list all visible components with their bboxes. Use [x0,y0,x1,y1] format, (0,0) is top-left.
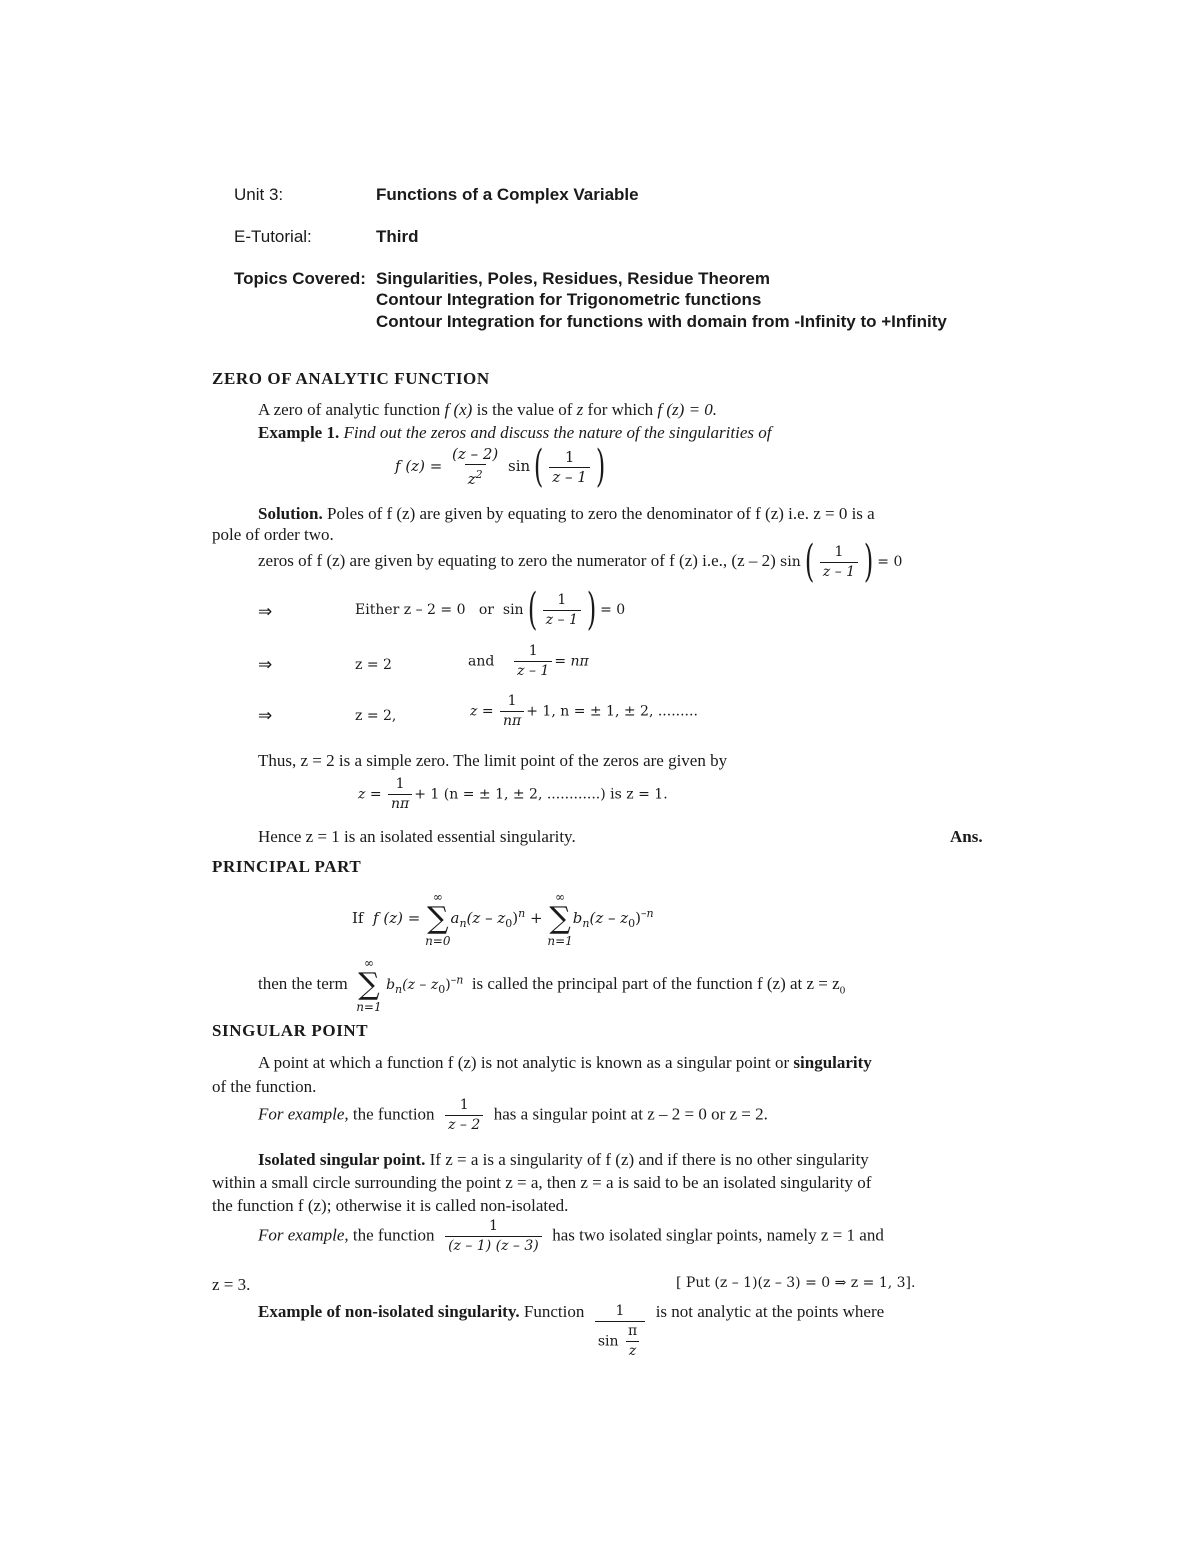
example-1: Example 1. Find out the zeros and discuss the nature of the singularities of [258,423,772,442]
example-singular-1: For example, the function $\frac{1}{z - 2}$ has a singular point at z – 2 = 0 or z = 2. [258,1097,768,1133]
non-isolated-line: Example of non-isolated singularity. Function 1 sin $\frac{\pi}{z}$ is not analytic at the points where [258,1302,885,1359]
example-1-formula: f (z) = $\frac{(z - 2)}{z^2}$ sin( $\frac{1}{z - 1}$ ) [395,441,606,492]
zeros-line: zeros of f (z) are given by equating to zero the numerator of f (z) i.e., (z – 2) sin( $\frac{1}{z - 1}$ ) = 0 [258,536,903,587]
principal-formula: If f (z) = ∞ ∑ n=0 $a_n(z - z_0)^n$ + ∞ ∑ n=1 $b_n(z - z_0)^{-n}$ [352,890,654,948]
limit-formula: z = $\frac{1}{n\pi}$ + 1 (n = ± 1, ± 2, ............) is z = 1. [358,776,668,812]
section-heading-singular: SINGULAR POINT [212,1021,369,1040]
tutorial-value: Third [376,227,419,246]
zero-definition: A zero of analytic function f (x) is the value of z for which f (z) = 0. [258,400,718,419]
example-singular-2: For example, the function $\frac{1}{(z - 1) (z - 3)}$ has two isolated singlar points, namely z = 1 and [258,1218,884,1254]
topic-item: Singularities, Poles, Residues, Residue Theorem [376,269,770,288]
hence-line: Hence z = 1 is an isolated essential singularity. [258,827,576,846]
unit-label: Unit 3: [234,185,284,204]
topic-item: Contour Integration for functions with domain from -Infinity to +Infinity [376,312,947,331]
implies-arrow: ⇒ [258,655,273,674]
principal-term-line: then the term ∞ ∑ n=1 $b_n(z - z_0)^{-n}$ is called the principal part of the function f (z) at $z = z_0$ [258,956,846,1014]
step-3-z: z = 2, [355,708,397,724]
unit-title: Functions of a Complex Variable [376,185,639,204]
step-1: Either z – 2 = 0 or sin( $\frac{1}{z - 1}$ ) = 0 [355,584,626,635]
isolated-line-2: within a small circle surrounding the point z = a, then z = a is said to be an isolated singularity of [212,1173,872,1192]
step-2-rhs: and $\frac{1}{z - 1}$ = nπ [468,643,589,679]
isolated-line-1: Isolated singular point. If z = a is a singularity of f (z) and if there is no other singularity [258,1150,869,1169]
implies-arrow: ⇒ [258,602,273,621]
example-singular-2-end: z = 3. [212,1275,251,1294]
solution-line: Solution. Poles of f (z) are given by equating to zero the denominator of f (z) i.e. z = 0 is a [258,504,875,523]
step-2-z: z = 2 [355,657,392,673]
singular-definition-2: of the function. [212,1077,317,1096]
step-3-rhs: z = $\frac{1}{n\pi}$ + 1, n = ± 1, ± 2, ......... [470,693,698,729]
implies-arrow: ⇒ [258,706,273,725]
topics-label: Topics Covered: [234,269,366,288]
put-note: [ Put (z – 1)(z – 3) = 0 ⇒ z = 1, 3]. [676,1275,916,1291]
tutorial-label: E-Tutorial: [234,227,312,246]
section-heading-zero: ZERO OF ANALYTIC FUNCTION [212,369,490,388]
singular-definition: A point at which a function f (z) is not analytic is known as a singular point or singularity [258,1053,872,1072]
section-heading-principal: PRINCIPAL PART [212,857,362,876]
topic-item: Contour Integration for Trigonometric functions [376,290,762,309]
solution-line-2: pole of order two. [212,525,334,544]
thus-line: Thus, z = 2 is a simple zero. The limit point of the zeros are given by [258,751,728,770]
isolated-line-3: the function f (z); otherwise it is called non-isolated. [212,1196,569,1215]
ans-label: Ans. [950,827,983,846]
